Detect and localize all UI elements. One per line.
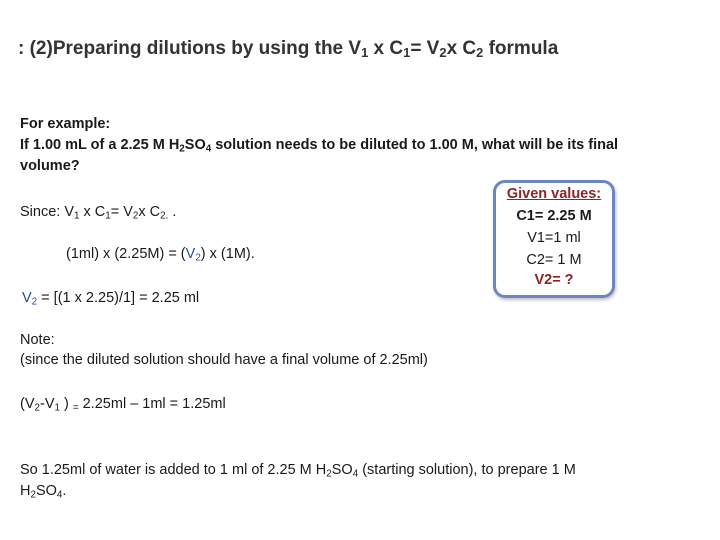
calculation-line: (1ml) x $(2.25M) = (V_2)$ x (1M). <box>66 246 255 264</box>
given-c1: C1= 2.25 M <box>516 208 592 224</box>
given-c2: C2= 1 M <box>526 252 582 268</box>
given-values-box <box>493 180 615 298</box>
result-line: $V_2 = [(1$ x 2.25)/1] = 2.25 ml <box>22 290 200 308</box>
note-label: Note: <box>20 332 55 348</box>
conclusion-line1: So 1.25ml of water is added to 1 ml of 2.25 M $H_2SO_4$ (starting solution), to prepare 1 M <box>20 462 576 480</box>
slide-title: : (2)Preparing dilutions by using the $V_1$ x $C_1= V_2x$ $C_2$ formula <box>18 38 559 61</box>
note-text: (since the diluted solution should have a final volume of 2.25ml) <box>20 352 428 368</box>
since-formula: Since: $V_1$ x $C_1= V_2x$ $C_{2.}$ . <box>20 204 177 222</box>
example-question-line2: volume? <box>20 158 80 174</box>
conclusion-line2: $H_2SO_4$. <box>20 483 67 501</box>
difference-line: ($V_2-V_1$ ) $_=$ 2.25ml – 1ml = 1.25ml <box>20 396 226 414</box>
given-v2: V2= ? <box>534 272 574 288</box>
example-question: If 1.00 mL of a 2.25 M $H_2SO_4$ solution needs to be diluted to 1.00 M, what will be its final <box>20 137 619 155</box>
given-v1: V1=1 ml <box>527 230 581 246</box>
given-heading: Given values: <box>506 186 602 202</box>
example-label: For example: <box>20 116 111 132</box>
